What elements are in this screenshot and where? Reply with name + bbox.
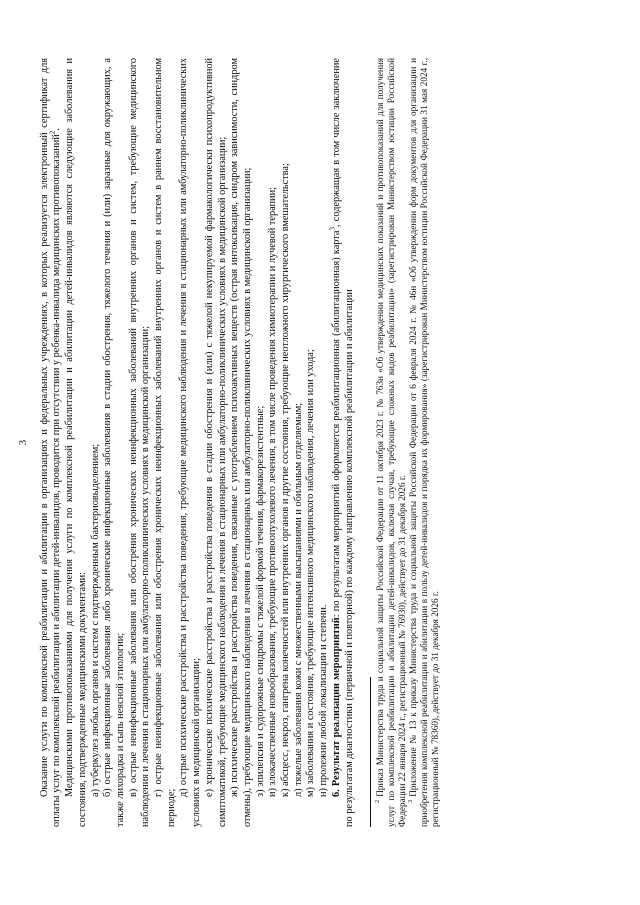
contraindication-item-l: л) тяжелые заболевания кожи с множественными высыпаниями и обильным отделяемым; <box>292 402 304 797</box>
contraindication-item-n: н) пролежни любой локализации и степени. <box>318 604 330 797</box>
contraindications-lead: Медицинскими противопоказаниями для получения услуги по комплексной реабилитации и абилитации детей-инвалидов являются следующие заболевания и состояния, подтвержденные медицинскими документами: <box>64 58 88 827</box>
footnote-2-number: 2 <box>374 799 382 803</box>
results-heading: 6. Результат реализации мероприятий <box>330 617 342 797</box>
results-text-a: : по результатам мероприятий оформляется реабилитационная (абилитационная) карта <box>330 230 342 618</box>
contraindication-item-b: б) острые инфекционные заболевания либо хронические инфекционные заболевания в стадии обострения, тяжелого течения и (или) заразные для окружающих, а также лихорадка и сыпь неясной этиологии; <box>102 58 126 827</box>
contraindication-item-z: з) эпилепсия и судорожные синдромы с тяжелой формой течения, фармакорезистентные; <box>254 405 266 797</box>
footnote-3-number: 3 <box>407 799 415 803</box>
results-text-b: , содержащая в том числе заключение по результатам диагностики (первичной и повторной) по каждому направлению комплексной реабилитации и абилитации <box>330 57 355 827</box>
footnote-separator <box>370 677 371 827</box>
intro-footnote-ref: 2 <box>48 130 57 135</box>
contraindication-item-m: м) заболевания и состояния, требующие интенсивного медицинского наблюдения, лечения или ухода; <box>305 349 317 797</box>
contraindication-item-k: к) абсцесс, некроз, гангрена конечностей или внутренних органов и другие состояния, требующие неотложного хирургического вмешательства; <box>280 163 292 797</box>
footnote-2 <box>375 58 408 827</box>
results-footnote-ref: 3 <box>328 227 337 231</box>
footnote-3-text: Приложение № 13 к приказу Министерства труда и социальной защиты Российской Федерации от 6 февраля 2024 г. № 46н «Об утверждении форм документов для организации и приобретения комплексной реабилитации и абилитации в пользу детей-инвалидов и порядка их формирования» (зарегистрирован Министерством юстиции Российской Федерации 31 мая 2024 г., регистрационный № 78360), действует до 31 декабря 2026 г. <box>408 58 441 827</box>
intro-text: Оказание услуги по комплексной реабилитации и абилитации в организациях и федеральных учреждениях, в которых реализуется электронный сертификат для оплаты услуг по комплексной реабилитации и абилитации детей-инвалидов, проводится при отсутствии у ребенка-инвалида медицинских противопоказаний <box>38 58 63 827</box>
contraindication-item-d: д) острые психические расстройства и расстройства поведения, требующие медицинского наблюдения и лечения в стационарных или амбулаторно-поликлинических условиях в медицинской организации; <box>178 58 203 827</box>
contraindication-item-a: а) туберкулез любых органов и систем с подтвержденным бактериовыделением; <box>89 443 101 797</box>
contraindication-item-zh: ж) психические расстройства и расстройства поведения, связанные с употреблением психоактивных веществ (острая интоксикация, синдром зависимости, синдром отмены), требующие медицинского наблюдения и лечения в стационарных или амбулаторно-поликлинических условиях в медицинской организации; <box>229 58 253 827</box>
intro-paragraph <box>39 58 64 827</box>
document-body <box>39 58 357 827</box>
results-paragraph <box>328 57 356 827</box>
page-number: 3 <box>18 439 29 446</box>
contraindication-item-e: е) хронические психические расстройства и расстройства поведения в стадии обострения и (или) с тяжелой некупируемой фармакологически психопродуктивной симптоматикой, требующие медицинского наблюдения и лечения в стационарных или амбулаторно-поликлинических условиях в медицинской организации; <box>203 58 228 827</box>
intro-tail: . <box>51 128 63 131</box>
footnote-3 <box>408 58 441 827</box>
contraindication-item-i: и) злокачественные новообразования, требующие противоопухолевого лечения, в том числе проведения химиотерапии и лучевой терапии; <box>267 187 279 797</box>
footnote-2-text: Приказ Министерства труда и социальной защиты Российской Федерации от 11 октября 2023 г. № 763н «Об утверждении медицинских показаний и противопоказаний для получения услуг по комплексной реабилитации и абилитации детей-инвалидов, включая случаи, требующие сложных видов реабилитации» (зарегистрирован Министерством юстиции Российской Федерации 22 января 2024 г., регистрационный № 76930), действует до 31 декабря 2026 г. <box>375 58 408 827</box>
contraindication-item-g: г) острые неинфекционные заболевания или обострения хронических неинфекционных заболеваний внутренних органов и систем в раннем восстановительном периоде; <box>153 58 177 827</box>
contraindication-item-v: в) острые неинфекционные заболевания или обострения хронических неинфекционных заболеваний внутренних органов и систем, требующие медицинского наблюдения и лечения в стационарных или амбулаторно-поликлинических условиях в медицинской организации; <box>127 58 152 827</box>
